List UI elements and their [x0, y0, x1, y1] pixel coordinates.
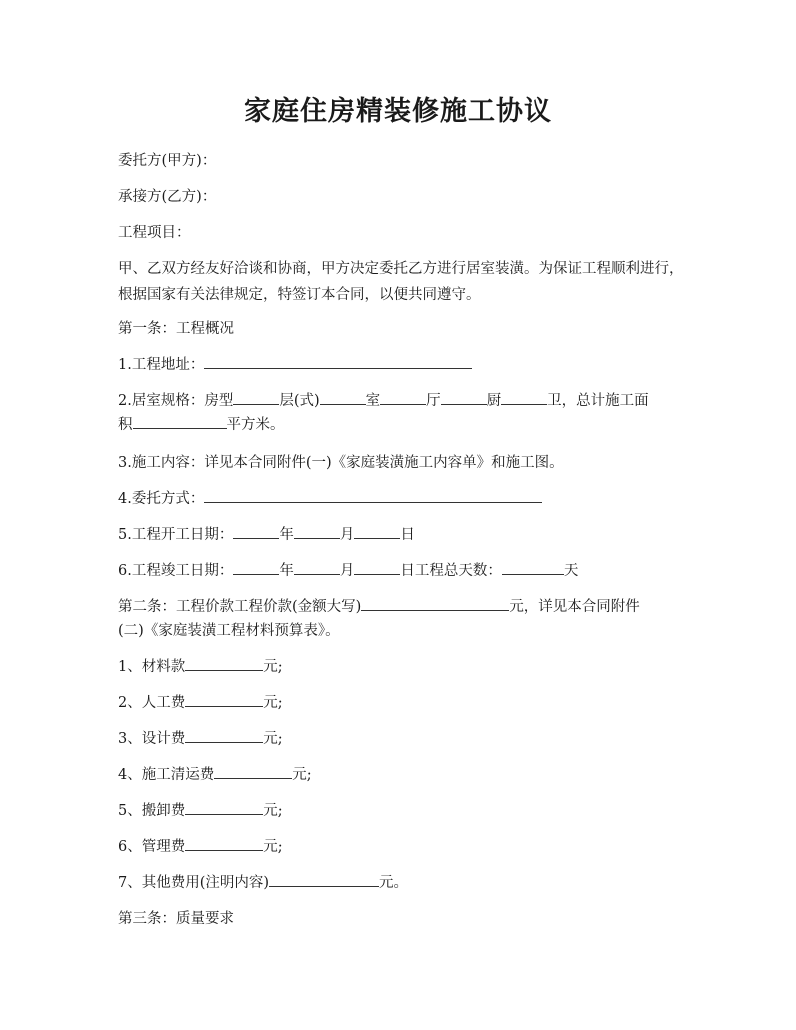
- fee-unit: 元;: [263, 731, 283, 747]
- end-year-label: 年: [279, 563, 294, 579]
- fee-label: 6、管理费: [118, 839, 186, 855]
- type-blank: [233, 389, 279, 405]
- item-1-label: 1.工程地址：: [118, 357, 205, 373]
- ting-label: 厅: [426, 393, 441, 409]
- end-day-blank: [354, 559, 400, 575]
- end-month-blank: [294, 559, 340, 575]
- fee-label: 7、其他费用(注明内容): [118, 875, 270, 891]
- item-3-content: 3.施工内容：详见本合同附件(一)《家庭装潢施工内容单》和施工图。: [118, 455, 564, 471]
- item-6-end-date: [118, 558, 684, 584]
- item-2-spec-line-2: [118, 412, 684, 438]
- item-2-spec-line-1: [118, 388, 684, 414]
- chu-label: 厨: [486, 393, 502, 409]
- area-prefix: 积: [118, 417, 133, 433]
- chu-blank: [501, 389, 547, 405]
- document-title: 家庭住房精装修施工协议: [244, 96, 552, 127]
- start-year-label: 年: [279, 527, 294, 543]
- fee-label: 1、材料款: [118, 659, 186, 675]
- fee-label: 3、设计费: [118, 731, 186, 747]
- fee-unit: 元;: [263, 803, 283, 819]
- project-line: 工程项目：: [118, 225, 191, 241]
- article-3-title: 第三条：质量要求: [118, 911, 234, 927]
- fee-item: [118, 726, 684, 752]
- article-2-prefix: 第二条：工程价款工程价款(金额大写): [118, 599, 362, 615]
- fee-item: [118, 798, 684, 824]
- fee-item: [118, 654, 684, 680]
- article-2-suffix: 元，详见本合同附件: [509, 599, 640, 615]
- item-5-start-date: [118, 522, 684, 548]
- article-2-line-1: [118, 594, 684, 620]
- fee-item: [118, 870, 684, 896]
- end-month-label: 月: [339, 563, 355, 579]
- item-4-method: [118, 486, 684, 512]
- fee-unit: 元;: [263, 659, 283, 675]
- shi-blank: [380, 389, 426, 405]
- area-blank: [133, 413, 227, 429]
- fee-blank: [185, 799, 263, 815]
- start-year-blank: [233, 523, 279, 539]
- fee-label: 5、搬卸费: [118, 803, 186, 819]
- fee-blank: [214, 763, 292, 779]
- amount-blank: [361, 595, 509, 611]
- fee-label: 2、人工费: [118, 695, 186, 711]
- ceng-blank: [320, 389, 366, 405]
- fee-item: [118, 762, 684, 788]
- item-4-label: 4.委托方式：: [118, 491, 205, 507]
- item-2-label: 2.居室规格：房型: [118, 393, 234, 409]
- fee-unit: 元。: [379, 875, 409, 891]
- start-day-blank: [354, 523, 400, 539]
- fee-item: [118, 690, 684, 716]
- fee-blank: [185, 835, 263, 851]
- total-days-label: 日工程总天数：: [400, 563, 502, 579]
- fee-blank: [185, 655, 263, 671]
- article-2-line-2: (二)《家庭装潢工程材料预算表》。: [118, 623, 340, 639]
- start-day-label: 日: [400, 527, 415, 543]
- start-month-blank: [294, 523, 340, 539]
- start-month-label: 月: [339, 527, 355, 543]
- fee-unit: 元;: [263, 695, 283, 711]
- area-suffix: 平方米。: [226, 417, 285, 433]
- fee-blank: [185, 727, 263, 743]
- ceng-label: 层(式): [279, 393, 320, 409]
- shi-label: 室: [365, 393, 381, 409]
- fee-unit: 元;: [263, 839, 283, 855]
- fee-label: 4、施工清运费: [118, 767, 215, 783]
- party-a-line: 委托方(甲方)：: [118, 153, 217, 169]
- fee-unit: 元;: [292, 767, 312, 783]
- tian-label: 天: [563, 563, 579, 579]
- wei-label: 卫，总计施工面: [547, 393, 649, 409]
- item-5-label: 5.工程开工日期：: [118, 527, 234, 543]
- fee-blank: [185, 691, 263, 707]
- party-b-line: 承接方(乙方)：: [118, 189, 217, 205]
- address-blank: [204, 353, 472, 369]
- intro-paragraph: 甲、乙双方经友好洽谈和协商，甲方决定委托乙方进行居室装潢。为保证工程顺利进行，根据国家有关法律规定，特签订本合同，以便共同遵守。: [118, 261, 684, 303]
- end-year-blank: [233, 559, 279, 575]
- item-6-label: 6.工程竣工日期：: [118, 563, 234, 579]
- ting-blank: [441, 389, 487, 405]
- fee-item: [118, 834, 684, 860]
- item-1-address: [118, 352, 684, 378]
- article-1-title: 第一条：工程概况: [118, 321, 234, 337]
- total-days-blank: [502, 559, 564, 575]
- method-blank: [204, 487, 542, 503]
- fee-blank: [269, 871, 379, 887]
